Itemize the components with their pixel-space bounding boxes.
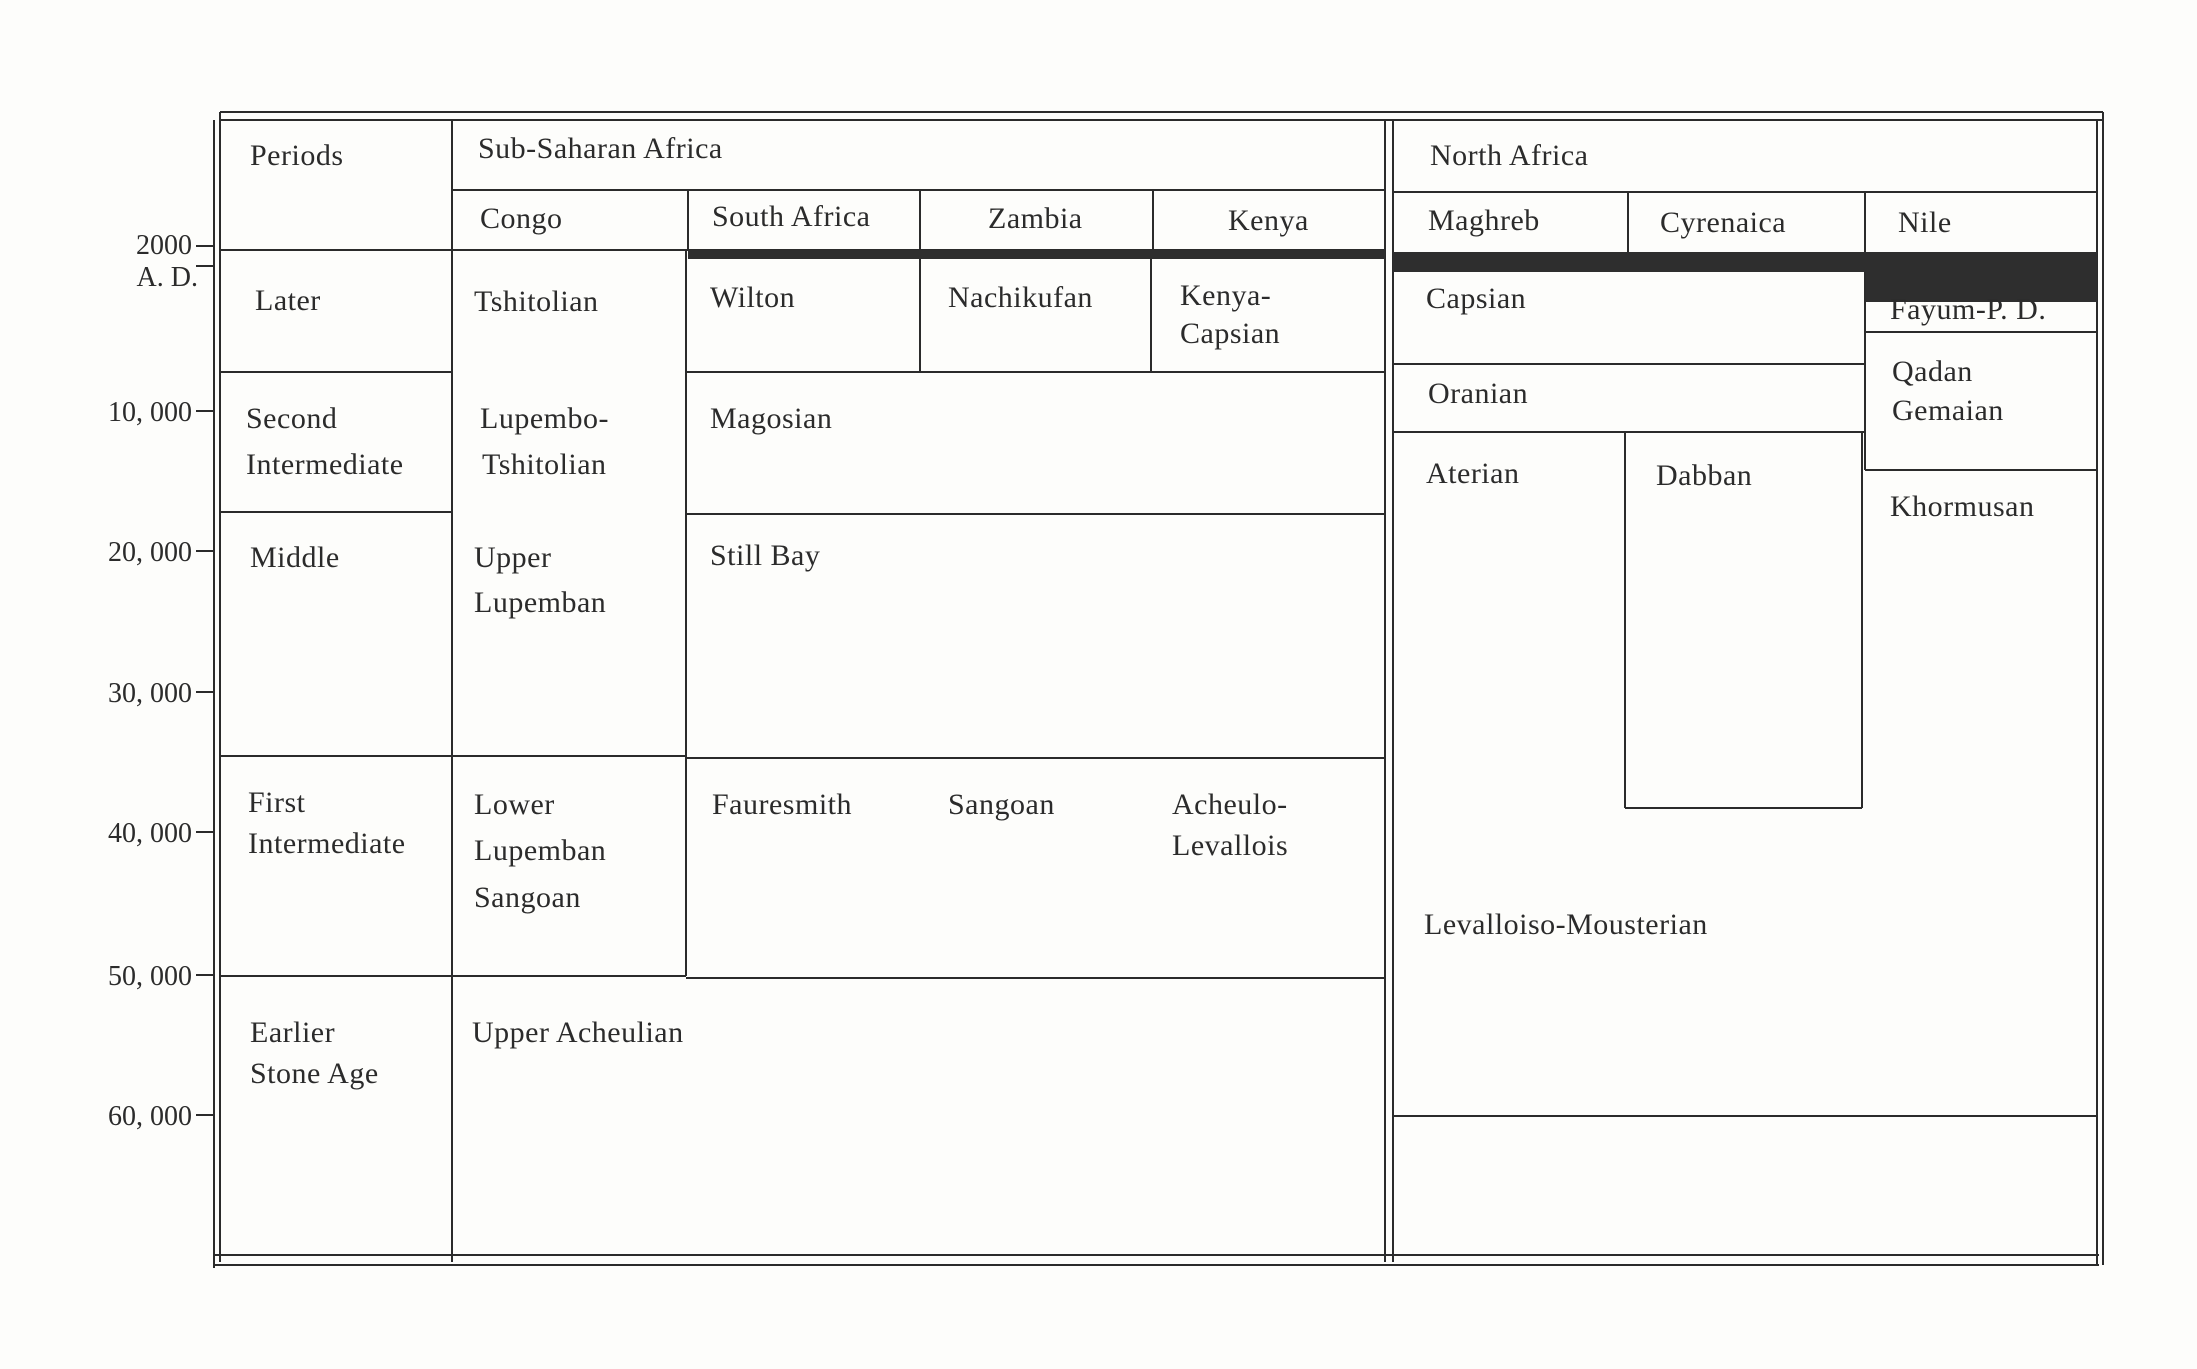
period-first-intermediate: Intermediate <box>248 827 406 860</box>
culture-capsian: Capsian <box>1426 282 1527 315</box>
culture-acheulo-levallois-2: Levallois <box>1172 829 1289 862</box>
culture-lower-lupemban-2: Lupemban <box>474 834 607 867</box>
culture-still-bay: Still Bay <box>710 539 821 572</box>
header-maghreb: Maghreb <box>1428 204 1540 237</box>
header-kenya: Kenya <box>1228 204 1309 237</box>
culture-gemaian: Gemaian <box>1892 394 2004 427</box>
culture-dabban: Dabban <box>1656 459 1753 492</box>
axis-label-2: 20, 000 <box>108 537 192 568</box>
culture-upper-lupemban-2: Lupemban <box>474 586 607 619</box>
axis-label-3: 30, 000 <box>108 678 192 709</box>
culture-lupembo-tshitolian-2: Tshitolian <box>482 448 607 481</box>
header-south-africa: South Africa <box>712 200 871 233</box>
culture-levalloiso-mousterian: Levalloiso-Mousterian <box>1424 908 1708 941</box>
period-second: Second <box>246 402 338 435</box>
culture-kenya-capsian-2: Capsian <box>1180 317 1281 350</box>
period-middle: Middle <box>250 541 340 574</box>
culture-khormusan: Khormusan <box>1890 490 2035 523</box>
culture-upper-lupemban-1: Upper <box>474 541 552 574</box>
culture-magosian: Magosian <box>710 402 833 435</box>
axis-label-4: 40, 000 <box>108 818 192 849</box>
axis-label-ad: A. D. <box>136 262 198 293</box>
culture-upper-acheulian: Upper Acheulian <box>472 1016 684 1049</box>
axis-label-6: 60, 000 <box>108 1101 192 1132</box>
culture-nachikufan: Nachikufan <box>948 281 1093 314</box>
period-earlier: Earlier <box>250 1016 336 1049</box>
culture-fayum-pd: Fayum-P. D. <box>1890 293 2047 326</box>
period-second-intermediate: Intermediate <box>246 448 404 481</box>
culture-fauresmith: Fauresmith <box>712 788 852 821</box>
culture-wilton: Wilton <box>710 281 796 314</box>
header-zambia: Zambia <box>988 202 1083 235</box>
culture-aterian: Aterian <box>1426 457 1520 490</box>
axis-label-0: 2000 <box>136 230 192 261</box>
culture-kenya-capsian-1: Kenya- <box>1180 279 1272 312</box>
culture-acheulo-levallois-1: Acheulo- <box>1172 788 1288 821</box>
culture-sangoan-congo: Sangoan <box>474 881 581 914</box>
header-periods: Periods <box>250 139 344 172</box>
culture-lupembo-tshitolian-1: Lupembo- <box>480 402 609 435</box>
header-sub-saharan-africa: Sub-Saharan Africa <box>478 132 723 165</box>
axis-label-5: 50, 000 <box>108 961 192 992</box>
period-earlier-stone-age: Stone Age <box>250 1057 379 1090</box>
culture-sangoan: Sangoan <box>948 788 1055 821</box>
header-congo: Congo <box>480 202 563 235</box>
table-labels <box>108 132 2046 1132</box>
period-first: First <box>248 786 306 819</box>
culture-qadan: Qadan <box>1892 355 1973 388</box>
header-north-africa: North Africa <box>1430 139 1589 172</box>
culture-lower-lupemban-1: Lower <box>474 788 555 821</box>
culture-oranian: Oranian <box>1428 377 1529 410</box>
ad-bar-sub-saharan <box>688 250 1385 259</box>
culture-tshitolian: Tshitolian <box>474 285 599 318</box>
period-later: Later <box>255 284 321 317</box>
header-nile: Nile <box>1898 206 1952 239</box>
axis-label-1: 10, 000 <box>108 397 192 428</box>
header-cyrenaica: Cyrenaica <box>1660 206 1787 239</box>
